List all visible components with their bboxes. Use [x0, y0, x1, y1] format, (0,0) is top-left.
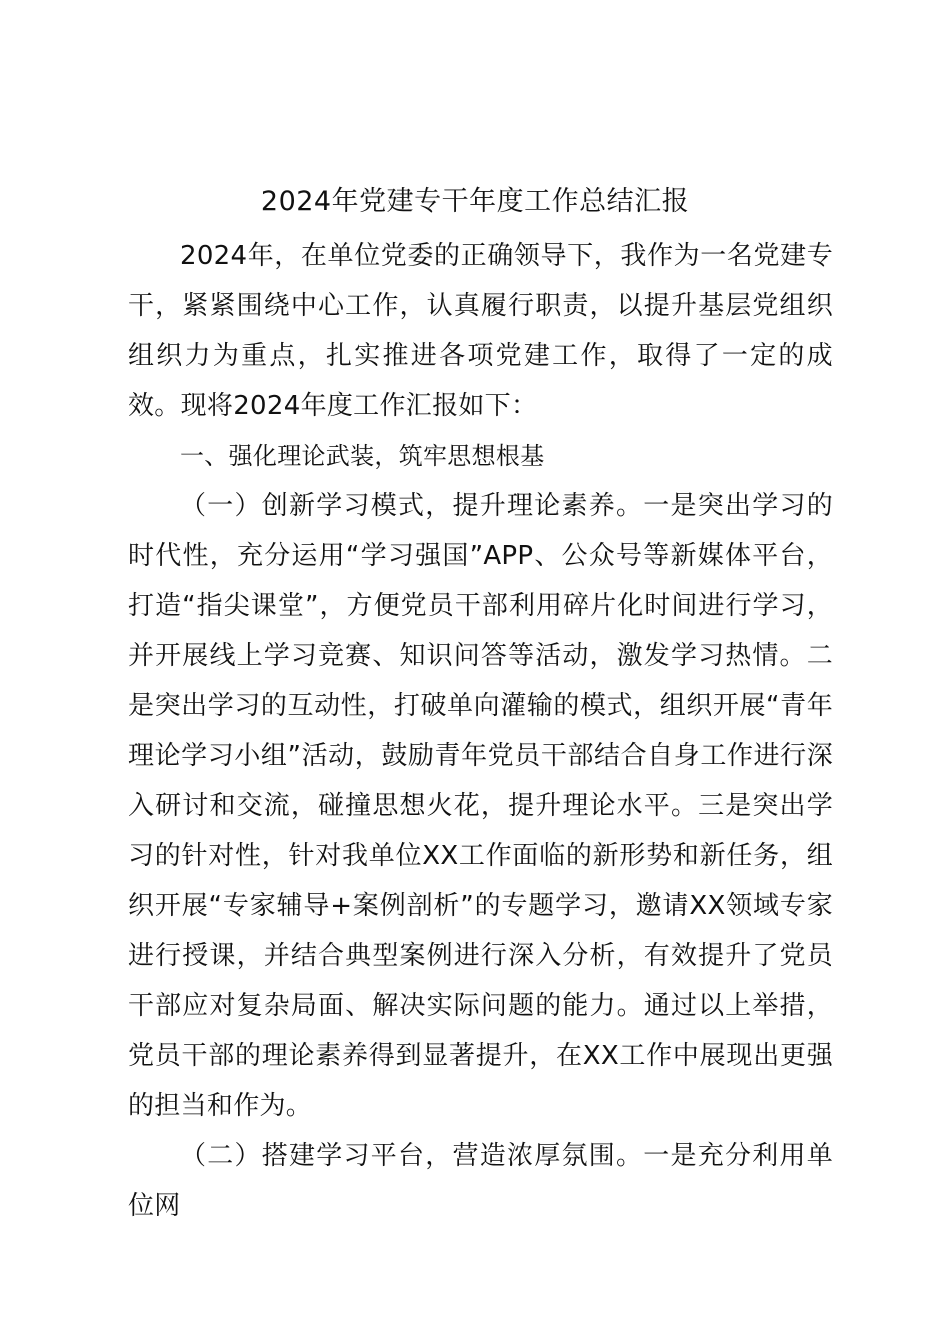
- subsection-paragraph-1: （一）创新学习模式，提升理论素养。一是突出学习的时代性，充分运用“学习强国”APP、公众号等新媒体平台，打造“指尖课堂”，方便党员干部利用碎片化时间进行学习，并开展线上学习竞赛、知识问答等活动，激发学习热情。二是突出学习的互动性，打破单向灌输的模式，组织开展“青年理论学习小组”活动，鼓励青年党员干部结合自身工作进行深入研讨和交流，碰撞思想火花，提升理论水平。三是突出学习的针对性，针对我单位XX工作面临的新形势和新任务，组织开展“专家辅导+案例剖析”的专题学习，邀请XX领域专家进行授课，并结合典型案例进行深入分析，有效提升了党员干部应对复杂局面、解决实际问题的能力。通过以上举措，党员干部的理论素养得到显著提升，在XX工作中展现出更强的担当和作为。: [128, 491, 833, 1121]
- section-heading-1: 一、强化理论武装，筑牢思想根基: [180, 442, 545, 470]
- document-title: 2024年党建专干年度工作总结汇报: [260, 186, 690, 217]
- document-body: [128, 231, 833, 1231]
- intro-paragraph: 2024年，在单位党委的正确领导下，我作为一名党建专干，紧紧围绕中心工作，认真履行职责，以提升基层党组织组织力为重点，扎实推进各项党建工作，取得了一定的成效。现将2024年度工作汇报如下：: [128, 241, 833, 421]
- subsection-paragraph-2: （二）搭建学习平台，营造浓厚氛围。一是充分利用单位网: [128, 1141, 833, 1221]
